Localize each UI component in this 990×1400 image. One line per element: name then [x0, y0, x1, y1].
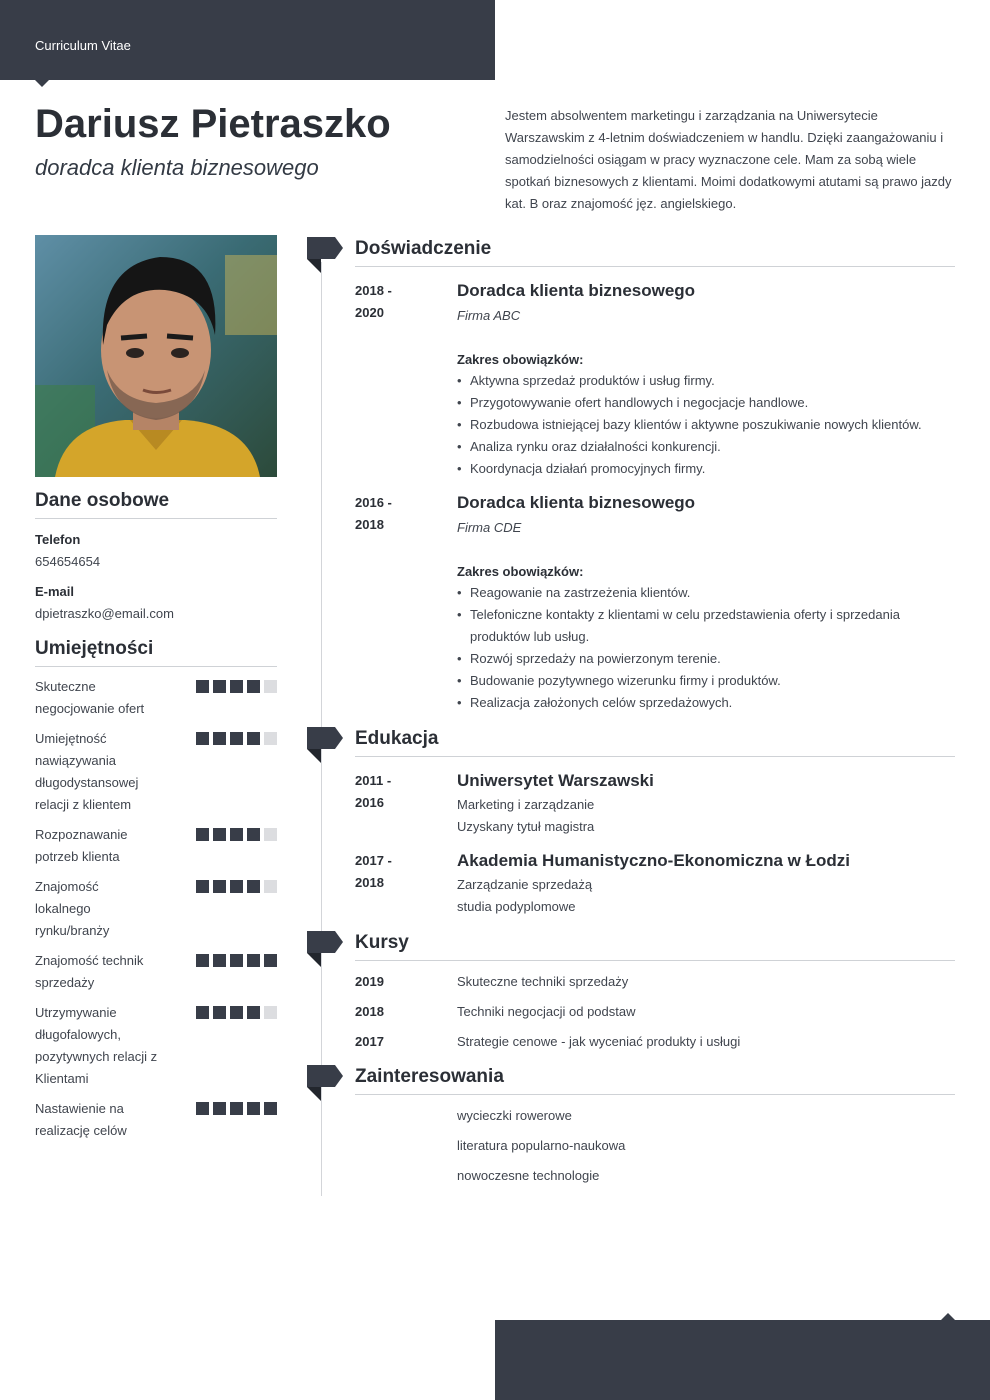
skill-item: [35, 1002, 277, 1090]
skill-name: Rozpoznawanie potrzeb klienta: [35, 827, 128, 864]
skill-name: Skuteczne negocjowanie ofert: [35, 679, 145, 716]
skill-dot-filled: [230, 1102, 243, 1115]
responsibilities-list: [457, 370, 947, 480]
responsibilities-label: Zakres obowiązków:: [457, 352, 584, 367]
skill-dot-empty: [264, 680, 277, 693]
skill-dot-filled: [264, 954, 277, 967]
date-from: 2016 -: [355, 495, 392, 510]
skill-dot-filled: [213, 680, 226, 693]
interest-item: nowoczesne technologie: [457, 1168, 600, 1183]
header-band: [0, 0, 495, 80]
skill-dot-empty: [264, 1006, 277, 1019]
skill-dot-filled: [247, 880, 260, 893]
skill-dot-filled: [196, 954, 209, 967]
document-label: Curriculum Vitae: [35, 38, 131, 53]
date-from: 2011 -: [355, 773, 392, 788]
interest-item: literatura popularno-naukowa: [457, 1138, 626, 1153]
personal-heading: Dane osobowe: [35, 490, 277, 519]
list-item: • Realizacja założonych celów sprzedażowych.: [457, 692, 947, 714]
interest-item: wycieczki rowerowe: [457, 1108, 572, 1123]
course-year: 2018: [355, 1004, 384, 1019]
skill-name: Znajomość technik sprzedaży: [35, 953, 144, 990]
course-year: 2019: [355, 974, 384, 989]
skill-dot-empty: [264, 880, 277, 893]
skill-rating: [196, 880, 277, 893]
footer-notch: [941, 1313, 955, 1320]
skills-heading: Umiejętności: [35, 638, 277, 667]
company-name: Firma ABC: [457, 308, 521, 323]
list-item: • Reagowanie na zastrzeżenia klientów.: [457, 582, 947, 604]
skill-rating: [196, 1006, 277, 1019]
section-flag-icon: [307, 931, 343, 967]
education-details: [457, 874, 592, 918]
skill-dot-filled: [247, 732, 260, 745]
skill-dot-filled: [247, 1102, 260, 1115]
skill-dot-filled: [213, 1102, 226, 1115]
job-title: Doradca klienta biznesowego: [457, 493, 696, 512]
education-degree: studia podyplomowe: [457, 899, 576, 914]
education-field: Zarządzanie sprzedażą: [457, 877, 593, 892]
section-flag-icon: [307, 1065, 343, 1101]
phone-value: 654654654: [35, 554, 101, 569]
list-item: • Rozwój sprzedaży na powierzonym terenie.: [457, 648, 947, 670]
entry-date: [355, 850, 435, 894]
course-name: Skuteczne techniki sprzedaży: [457, 974, 629, 989]
skill-dot-filled: [213, 1006, 226, 1019]
company-name: Firma CDE: [457, 520, 522, 535]
list-item: • Budowanie pozytywnego wizerunku firmy i produktów.: [457, 670, 947, 692]
skill-item: [35, 728, 277, 816]
skill-dot-filled: [247, 954, 260, 967]
interests-heading: Zainteresowania: [355, 1066, 955, 1095]
courses-heading: Kursy: [355, 932, 955, 961]
skill-name: Umiejętność nawiązywania długodystansowej relacji z klientem: [35, 731, 139, 812]
education-details: [457, 794, 594, 838]
education-degree: Uzyskany tytuł magistra: [457, 819, 595, 834]
profile-summary: Jestem absolwentem marketingu i zarządzania na Uniwersytecie Warszawskim z 4-letnim doświadczeniem w handlu. Dzięki zaangażowaniu i samodzielności osiągam w pracy wyznaczone cele. Mam za sobą wiele spotkań biznesowych z klientami. Moimi dodatkowymi atutami są prawo jazdy kat. B oraz znajomość jęz. angielskiego.: [505, 108, 952, 211]
skill-dot-filled: [230, 680, 243, 693]
skill-dot-filled: [230, 1006, 243, 1019]
date-to: 2016: [355, 795, 384, 810]
date-to: 2018: [355, 875, 384, 890]
skill-rating: [196, 954, 277, 967]
entry-date: [355, 280, 435, 324]
list-item: • Przygotowywanie ofert handlowych i negocjacje handlowe.: [457, 392, 947, 414]
skill-dot-filled: [196, 1006, 209, 1019]
skill-item: [35, 1098, 277, 1142]
skill-dot-filled: [247, 1006, 260, 1019]
skill-dot-filled: [230, 880, 243, 893]
skill-dot-filled: [213, 880, 226, 893]
section-flag-icon: [307, 727, 343, 763]
skill-dot-filled: [213, 732, 226, 745]
skill-dot-filled: [213, 954, 226, 967]
skill-rating: [196, 680, 277, 693]
date-from: 2017 -: [355, 853, 392, 868]
skill-dot-filled: [196, 732, 209, 745]
skill-dot-filled: [230, 732, 243, 745]
skill-dot-filled: [230, 828, 243, 841]
skill-rating: [196, 1102, 277, 1115]
course-name: Techniki negocjacji od podstaw: [457, 1004, 636, 1019]
phone-label: Telefon: [35, 532, 81, 547]
skill-rating: [196, 828, 277, 841]
skill-dot-filled: [264, 1102, 277, 1115]
course-name: Strategie cenowe - jak wyceniać produkty i usługi: [457, 1034, 741, 1049]
skill-name: Znajomość lokalnego rynku/branży: [35, 879, 110, 938]
skill-item: [35, 676, 277, 720]
skill-dot-filled: [247, 828, 260, 841]
email-value: dpietraszko@email.com: [35, 606, 174, 621]
experience-heading: Doświadczenie: [355, 238, 955, 267]
skill-dot-empty: [264, 828, 277, 841]
responsibilities-list: [457, 582, 947, 714]
skill-dot-filled: [196, 828, 209, 841]
course-year: 2017: [355, 1034, 384, 1049]
profile-photo: [35, 235, 277, 477]
email-label: E-mail: [35, 584, 75, 599]
skill-dot-filled: [196, 680, 209, 693]
date-to: 2020: [355, 305, 384, 320]
list-item: • Rozbudowa istniejącej bazy klientów i aktywne poszukiwanie nowych klientów.: [457, 414, 947, 436]
footer-band: [495, 1320, 990, 1400]
school-name: Uniwersytet Warszawski: [457, 771, 654, 790]
skill-name: Nastawienie na realizację celów: [35, 1101, 127, 1138]
list-item: • Telefoniczne kontakty z klientami w celu przedstawienia oferty i sprzedania produktów lub usług.: [457, 604, 947, 648]
education-field: Marketing i zarządzanie: [457, 797, 595, 812]
entry-date: [355, 770, 435, 814]
entry-date: [355, 492, 435, 536]
date-to: 2018: [355, 517, 384, 532]
education-heading: Edukacja: [355, 728, 955, 757]
list-item: • Analiza rynku oraz działalności konkurencji.: [457, 436, 947, 458]
person-role: doradca klienta biznesowego: [35, 155, 319, 180]
list-item: • Koordynacja działań promocyjnych firmy.: [457, 458, 947, 480]
skill-dot-filled: [230, 954, 243, 967]
skill-dot-filled: [247, 680, 260, 693]
skill-dot-filled: [196, 1102, 209, 1115]
header-notch: [35, 80, 49, 87]
date-from: 2018 -: [355, 283, 392, 298]
skill-item: [35, 876, 277, 942]
skill-item: [35, 950, 277, 994]
job-title: Doradca klienta biznesowego: [457, 281, 696, 300]
skill-item: [35, 824, 277, 868]
responsibilities-label: Zakres obowiązków:: [457, 564, 584, 579]
skill-name: Utrzymywanie długofalowych, pozytywnych relacji z Klientami: [35, 1005, 158, 1086]
section-flag-icon: [307, 237, 343, 273]
list-item: • Aktywna sprzedaż produktów i usług firmy.: [457, 370, 947, 392]
skill-dot-filled: [213, 828, 226, 841]
skill-dot-empty: [264, 732, 277, 745]
person-name: Dariusz Pietraszko: [35, 102, 391, 146]
skill-rating: [196, 732, 277, 745]
school-name: Akademia Humanistyczno-Ekonomiczna w Łodzi: [457, 851, 850, 870]
skill-dot-filled: [196, 880, 209, 893]
